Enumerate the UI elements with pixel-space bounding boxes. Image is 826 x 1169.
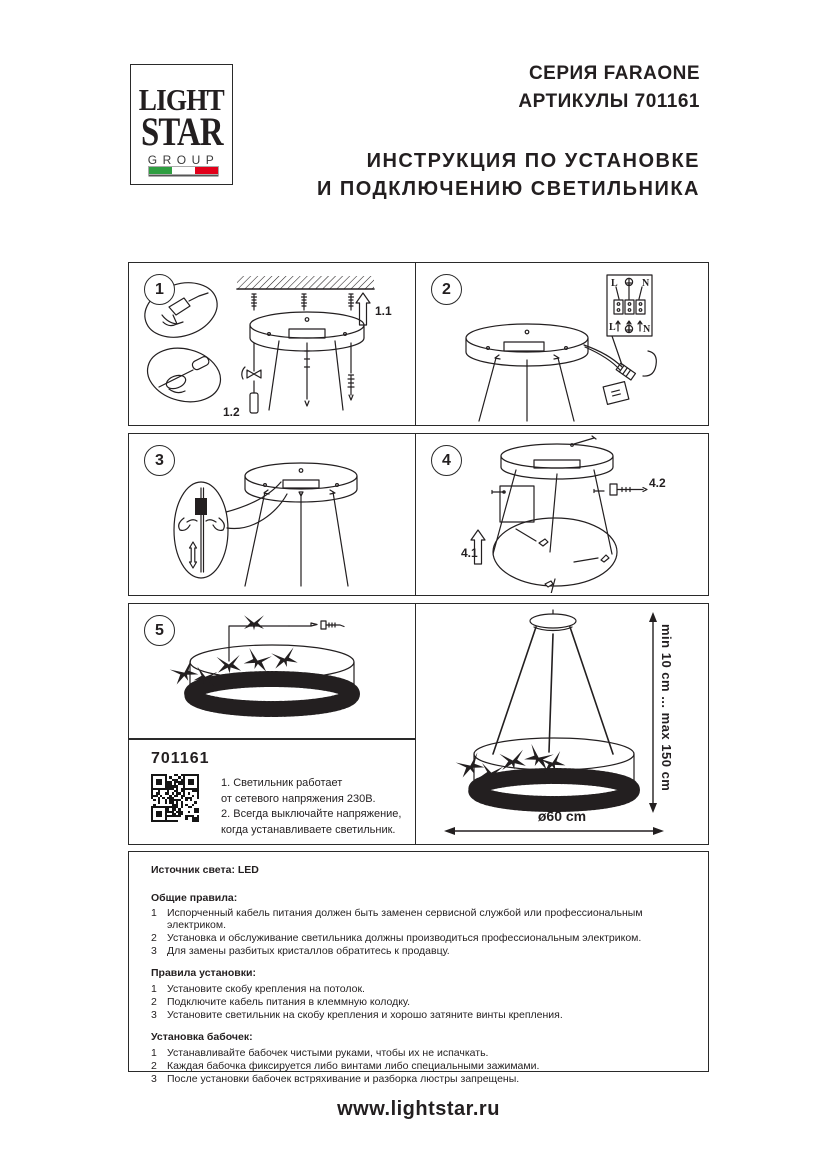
- height-dimension-label: min 10 cm ... max 150 cm: [659, 624, 674, 792]
- list-item: [151, 984, 688, 996]
- lightstar-logo: [130, 64, 233, 185]
- item-number: 3: [151, 1008, 157, 1021]
- item-text: Установка и обслуживание светильника должны производиться профессиональным электриком.: [167, 931, 642, 944]
- step-row-3: [128, 603, 709, 845]
- step-2-number: 2: [431, 274, 462, 305]
- item-text: Установите светильник на скобу крепления и хорошо затяните винты крепления.: [167, 1008, 563, 1021]
- website-link: www.lightstar.ru: [337, 1098, 500, 1120]
- instruction-title-line2: И ПОДКЛЮЧЕНИЮ СВЕТИЛЬНИКА: [316, 178, 700, 200]
- note-line: 1. Светильник работает: [221, 777, 343, 789]
- suspension-cables: [492, 470, 612, 554]
- item-text: Каждая бабочка фиксируется либо винтами либо специальными зажимами.: [167, 1059, 540, 1072]
- label-1-1: 1.1: [375, 304, 392, 318]
- header-titles: [290, 60, 700, 203]
- suspension-cables: [493, 627, 613, 754]
- item-number: 2: [151, 995, 157, 1008]
- item-text: Для замены разбитых кристаллов обратитесь к продавцу.: [167, 944, 450, 957]
- chandelier-drawing: [416, 604, 706, 843]
- spec-text-box: [128, 851, 709, 1085]
- wire-l-bottom: L: [609, 322, 616, 333]
- mounting-ring-drawing: [245, 463, 357, 586]
- diameter-label: ø60 cm: [537, 808, 587, 824]
- step-3-number: 3: [144, 445, 175, 476]
- list-item: [151, 997, 688, 1009]
- wire-n-bottom: N: [643, 324, 651, 335]
- diameter-dimension-line: [444, 827, 664, 835]
- item-text: После установки бабочек встряхивание и разборка люстры запрещены.: [167, 1072, 520, 1085]
- item-number: 1: [151, 982, 157, 995]
- power-cord-drawing: [584, 336, 656, 404]
- light-source: Источник света: LED: [151, 864, 259, 876]
- list-item: [151, 908, 688, 931]
- article-number: 701161: [151, 750, 210, 767]
- lowered-ring-drawing: [493, 518, 617, 593]
- butterfly-callout: [229, 615, 344, 661]
- item-number: 3: [151, 1072, 157, 1085]
- label-4-2: 4.2: [649, 476, 666, 490]
- wire-n-top: N: [642, 278, 650, 289]
- italian-flag-icon: [148, 166, 219, 175]
- list-item: [151, 946, 688, 958]
- wire-l-top: L: [611, 278, 618, 289]
- note-line: когда устанавливаете светильник.: [221, 823, 396, 836]
- step-panel-1: [129, 263, 416, 425]
- list-item: [151, 933, 688, 945]
- mounting-screws: [242, 341, 354, 413]
- up-arrow-icon: [356, 293, 370, 325]
- instruction-title-line1: ИНСТРУКЦИЯ ПО УСТАНОВКЕ: [366, 150, 700, 172]
- canopy-drawing: [530, 610, 576, 630]
- step-row-1: [128, 262, 709, 426]
- screwdriver-hand-icon: [142, 341, 226, 409]
- dimensions-panel: [416, 604, 708, 844]
- articles-title: АРТИКУЛЫ 701161: [518, 91, 700, 112]
- list-item: [151, 1048, 688, 1060]
- safety-notes: [221, 776, 401, 838]
- section-title: Правила установки:: [151, 967, 256, 979]
- item-number: 1: [151, 1046, 157, 1059]
- logo-light-text: LIGHT: [138, 82, 225, 117]
- step-panel-2: [416, 263, 708, 425]
- item-text: Установите скобу крепления на потолок.: [167, 982, 365, 995]
- label-1-2: 1.2: [223, 405, 240, 419]
- item-number: 3: [151, 944, 157, 957]
- step-panel-5: [129, 604, 415, 739]
- item-text: Подключите кабель питания в клеммную колодку.: [167, 995, 411, 1008]
- item-number: 2: [151, 931, 157, 944]
- cable-grip-inset: [174, 482, 287, 578]
- crystal-drum-drawing: [190, 645, 354, 709]
- list-item: [151, 1010, 688, 1022]
- mounting-ring-drawing: [466, 324, 588, 421]
- note-line: от сетевого напряжения 230В.: [221, 792, 376, 805]
- section-title: Установка бабочек:: [151, 1031, 253, 1043]
- section-title: Общие правила:: [151, 891, 238, 904]
- step-panel-4: [416, 434, 708, 595]
- item-number: 2: [151, 1059, 157, 1072]
- dowel-icons: [252, 294, 354, 310]
- item-number: 1: [151, 907, 157, 919]
- rules-section-install: [151, 968, 688, 1021]
- qr-code: [151, 774, 199, 822]
- label-4-1: 4.1: [461, 546, 478, 560]
- item-text: Испорченный кабель питания должен быть заменен сервисной службой или профессиональным электриком.: [167, 907, 643, 931]
- article-info-cell: [129, 739, 415, 844]
- screw-icon: [321, 621, 344, 629]
- logo-group-text: GROUP: [147, 153, 220, 167]
- logo-star-text: STAR: [140, 109, 223, 154]
- bolt-icon: [594, 484, 647, 495]
- note-line: 2. Всегда выключайте напряжение,: [221, 808, 402, 820]
- step-1-number: 1: [144, 274, 175, 305]
- step-4-number: 4: [431, 445, 462, 476]
- rules-section-butterflies: [151, 1032, 688, 1085]
- item-text: Устанавливайте бабочек чистыми руками, чтобы их не испачкать.: [167, 1046, 489, 1059]
- ceiling-hatch-icon: [237, 276, 374, 289]
- step-panel-3: [129, 434, 416, 595]
- list-item: [151, 1061, 688, 1073]
- height-dimension-line: [649, 612, 657, 813]
- step-5-number: 5: [144, 615, 175, 646]
- series-title: СЕРИЯ FARAONE: [528, 63, 700, 84]
- rules-section-general: [151, 893, 688, 958]
- list-item: [151, 1074, 688, 1086]
- mounting-ring-drawing: [501, 436, 613, 479]
- step-row-2: [128, 433, 709, 596]
